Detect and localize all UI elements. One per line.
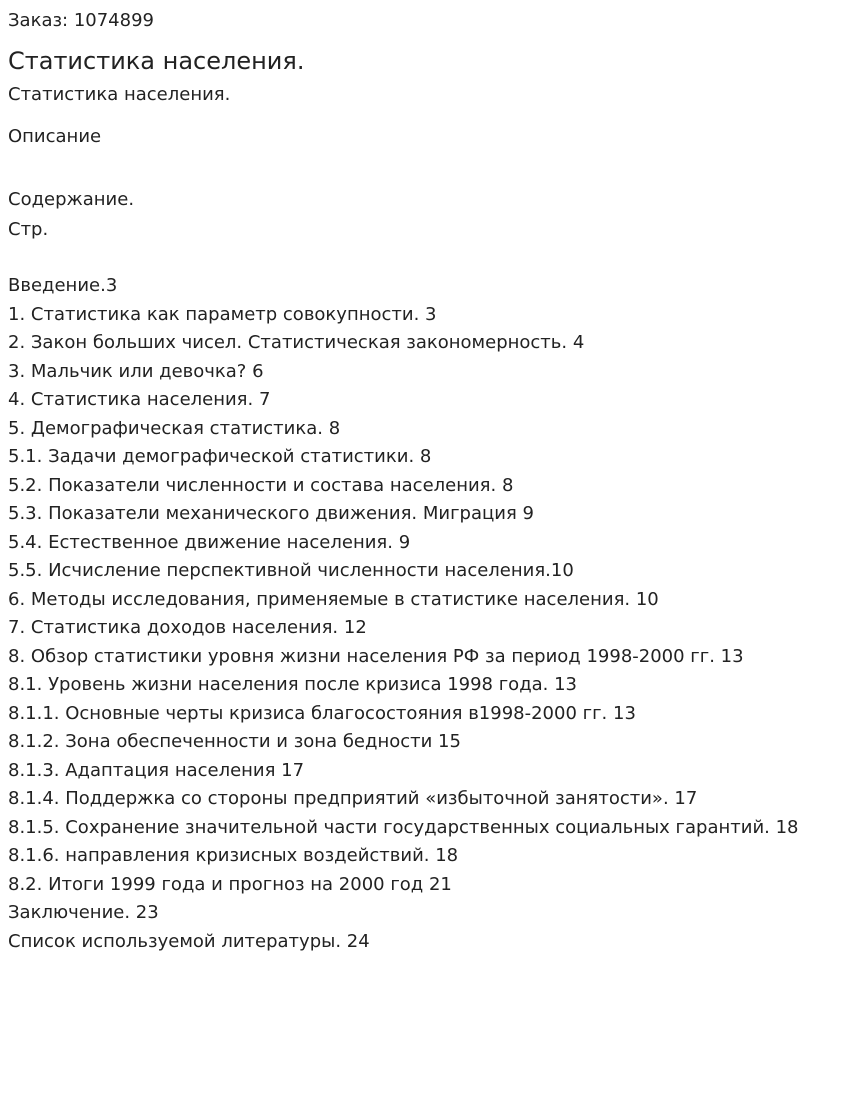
toc-item: 3. Мальчик или девочка? 6 xyxy=(8,360,264,382)
toc-item: 8.2. Итоги 1999 года и прогноз на 2000 год 21 xyxy=(8,873,452,895)
page-subtitle: Статистика населения. xyxy=(8,84,231,105)
toc-item: 8.1.3. Адаптация населения 17 xyxy=(8,759,305,781)
toc-item: 5.3. Показатели механического движения. Миграция 9 xyxy=(8,503,534,524)
order-number: Заказ: 1074899 xyxy=(8,10,154,31)
toc-item: 1. Статистика как параметр совокупности. 3 xyxy=(8,303,437,325)
page-title: Статистика населения. xyxy=(8,47,305,75)
toc-item: 8.1.5. Сохранение значительной части государственных социальных гарантий. 18 xyxy=(8,816,799,838)
toc-item: 4. Статистика населения. 7 xyxy=(8,389,271,410)
toc-item: 6. Методы исследования, применяемые в статистике населения. 10 xyxy=(8,588,659,610)
description-heading: Описание xyxy=(8,126,102,147)
toc-item: 5.5. Исчисление перспективной численности населения.10 xyxy=(8,560,574,581)
toc-item: 5.2. Показатели численности и состава населения. 8 xyxy=(8,474,514,496)
toc-item: 5.4. Естественное движение населения. 9 xyxy=(8,531,411,553)
toc-item: 8.1.4. Поддержка со стороны предприятий «избыточной занятости». 17 xyxy=(8,788,698,809)
toc-item: Список используемой литературы. 24 xyxy=(8,930,370,952)
toc-item: 8.1.1. Основные черты кризиса благосостояния в1998-2000 гг. 13 xyxy=(8,702,636,724)
table-of-contents xyxy=(8,272,839,956)
toc-item: Заключение. 23 xyxy=(8,902,159,923)
toc-item: 5. Демографическая статистика. 8 xyxy=(8,417,341,439)
toc-item: 8.1.2. Зона обеспеченности и зона бедности 15 xyxy=(8,731,461,752)
toc-item: 7. Статистика доходов населения. 12 xyxy=(8,617,367,638)
toc-item: 8.1.6. направления кризисных воздействий. 18 xyxy=(8,845,459,866)
toc-item: 8.1. Уровень жизни населения после кризиса 1998 года. 13 xyxy=(8,674,578,695)
toc-item: 8. Обзор статистики уровня жизни населения РФ за период 1998-2000 гг. 13 xyxy=(8,645,744,667)
contents-heading: Содержание. xyxy=(8,189,135,210)
toc-item: 5.1. Задачи демографической статистики. 8 xyxy=(8,446,432,467)
toc-item: Введение.3 xyxy=(8,275,118,296)
toc-item: 2. Закон больших чисел. Статистическая закономерность. 4 xyxy=(8,332,585,353)
page-column-label: Стр. xyxy=(8,219,49,240)
